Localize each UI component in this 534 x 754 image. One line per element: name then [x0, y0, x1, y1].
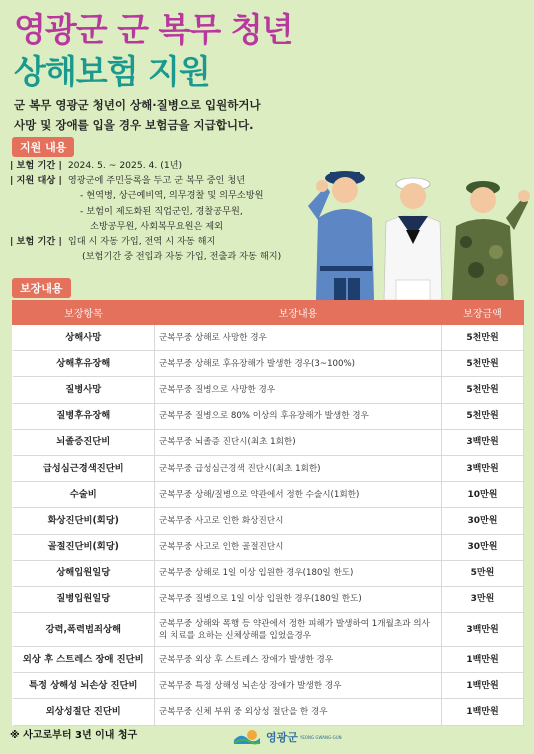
- coverage-table: [12, 300, 524, 726]
- coverage-amount: 3백만원: [442, 613, 524, 647]
- header-item: 보장항목: [13, 301, 155, 325]
- coverage-amount: 3백만원: [442, 455, 524, 481]
- coverage-desc: 군복무중 질병으로 사망한 경우: [155, 377, 442, 403]
- page-title-line2: 상해보험 지원: [14, 52, 210, 91]
- police-soldier-icon: [308, 171, 374, 300]
- coverage-desc: 군복무중 외상 후 스트레스 장애가 발생한 경우: [155, 647, 442, 673]
- sailor-soldier-icon: [384, 178, 442, 300]
- coverage-amount: 3백만원: [442, 429, 524, 455]
- intro-text: [14, 95, 314, 135]
- coverage-item: 상해입원일당: [13, 560, 155, 586]
- target-sub3: 소방공무원, 사회복무요원은 제외: [90, 220, 224, 232]
- coverage-item: 특정 상해성 뇌손상 진단비: [13, 673, 155, 699]
- support-info: [10, 158, 320, 264]
- coverage-desc: 군복무중 질병으로 1일 이상 입원한 경우(180일 한도): [155, 586, 442, 612]
- table-row: [13, 455, 524, 481]
- coverage-amount: 1백만원: [442, 673, 524, 699]
- coverage-amount: 5천만원: [442, 377, 524, 403]
- coverage-item: 강력,폭력범죄상해: [13, 613, 155, 647]
- intro-line1: 군 복무 영광군 청년이 상해·질병으로 입원하거나: [14, 98, 261, 112]
- join-label: | 보험 기간 |: [10, 236, 62, 248]
- table-row: [13, 534, 524, 560]
- table-row: [13, 429, 524, 455]
- table-row: [13, 647, 524, 673]
- coverage-amount: 1백만원: [442, 699, 524, 725]
- coverage-desc: 군복무중 급성심근경색 진단시(최초 1회한): [155, 455, 442, 481]
- coverage-item: 질병후유장해: [13, 403, 155, 429]
- coverage-desc: 군복무중 신체 부위 중 외상성 절단을 한 경우: [155, 699, 442, 725]
- coverage-item: 외상 후 스트레스 장애 진단비: [13, 647, 155, 673]
- coverage-amount: 5천만원: [442, 403, 524, 429]
- coverage-amount: 30만원: [442, 508, 524, 534]
- coverage-amount: 1백만원: [442, 647, 524, 673]
- intro-line2: 사망 및 장애를 입을 경우 보험금을 지급합니다.: [14, 118, 254, 132]
- table-row: [13, 673, 524, 699]
- table-row: [13, 325, 524, 351]
- table-row: [13, 403, 524, 429]
- coverage-desc: 군복무중 상해로 1일 이상 입원한 경우(180일 한도): [155, 560, 442, 586]
- table-row: [13, 560, 524, 586]
- coverage-amount: 5천만원: [442, 351, 524, 377]
- coverage-amount: 30만원: [442, 534, 524, 560]
- coverage-desc: 군복무중 사고로 인한 화상진단시: [155, 508, 442, 534]
- coverage-desc: 군복무중 특정 상해성 뇌손상 장애가 발생한 경우: [155, 673, 442, 699]
- soldier-illustration: [300, 160, 530, 300]
- target-label: | 지원 대상 |: [10, 175, 62, 187]
- logo-sub: YEONG GWANG-GUN: [299, 734, 342, 740]
- page-title-line1: 영광군 군 복무 청년: [14, 10, 293, 49]
- coverage-item: 상해후유장해: [13, 351, 155, 377]
- yeonggwang-logo-icon: [232, 728, 262, 746]
- table-row: [13, 586, 524, 612]
- table-row: [13, 377, 524, 403]
- period-label: | 보험 기간 |: [10, 160, 62, 171]
- coverage-desc: 군복무중 질병으로 80% 이상의 후유장해가 발생한 경우: [155, 403, 442, 429]
- coverage-desc: 군복무중 상해로 사망한 경우: [155, 325, 442, 351]
- coverage-badge: 보장내용: [12, 278, 71, 298]
- coverage-amount: 3만원: [442, 586, 524, 612]
- target-value: 영광군에 주민등록을 두고 군 복무 중인 청년: [67, 175, 246, 187]
- coverage-amount: 5만원: [442, 560, 524, 586]
- support-badge: 지원 내용: [12, 137, 74, 157]
- coverage-item: 질병사망: [13, 377, 155, 403]
- coverage-amount: 10만원: [442, 482, 524, 508]
- table-row: [13, 508, 524, 534]
- target-sub1: - 현역병, 상근예비역, 의무경찰 및 의무소방원: [80, 190, 264, 202]
- join-value: 입대 시 자동 가입, 전역 시 자동 해지: [67, 236, 216, 248]
- table-row: [13, 699, 524, 725]
- header-desc: 보장내용: [155, 301, 442, 325]
- join-sub: (보험기간 중 전입과 자동 가입, 전출과 자동 해지): [82, 251, 282, 263]
- coverage-item: 상해사망: [13, 325, 155, 351]
- logo-name: 영광군: [266, 731, 298, 744]
- coverage-amount: 5천만원: [442, 325, 524, 351]
- coverage-desc: 군복무중 상해와 폭행 등 약관에서 정한 피해가 발생하여 1개월초과 의사의 치료를 요하는 신체상해를 입었을경우: [155, 613, 442, 647]
- table-row: [13, 351, 524, 377]
- coverage-item: 화상진단비(회당): [13, 508, 155, 534]
- coverage-item: 급성심근경색진단비: [13, 455, 155, 481]
- period-value: 2024. 5. ~ 2025. 4. (1년): [67, 160, 183, 171]
- coverage-item: 골절진단비(회당): [13, 534, 155, 560]
- coverage-header-row: [13, 301, 524, 325]
- target-sub2: - 보험이 제도화된 직업군인, 경찰공무원,: [80, 205, 243, 217]
- army-soldier-icon: [452, 181, 530, 300]
- coverage-item: 외상성절단 진단비: [13, 699, 155, 725]
- table-row: [13, 482, 524, 508]
- coverage-desc: 군복무중 뇌졸증 진단시(최초 1회한): [155, 429, 442, 455]
- coverage-item: 뇌졸증진단비: [13, 429, 155, 455]
- join-row: [10, 234, 320, 249]
- target-row: [10, 173, 320, 188]
- yeonggwang-logo: [232, 728, 342, 746]
- coverage-desc: 군복무중 상해/질병으로 약관에서 정한 수술시(1회한): [155, 482, 442, 508]
- header-amount: 보장금액: [442, 301, 524, 325]
- coverage-item: 수술비: [13, 482, 155, 508]
- period-row: [10, 158, 320, 173]
- coverage-item: 질병입원일당: [13, 586, 155, 612]
- claim-footnote: ※ 사고로부터 3년 이내 청구: [10, 730, 138, 741]
- table-row: [13, 613, 524, 647]
- coverage-desc: 군복무중 상해로 후유장해가 발생한 경우(3~100%): [155, 351, 442, 377]
- coverage-desc: 군복무중 사고로 인한 골절진단시: [155, 534, 442, 560]
